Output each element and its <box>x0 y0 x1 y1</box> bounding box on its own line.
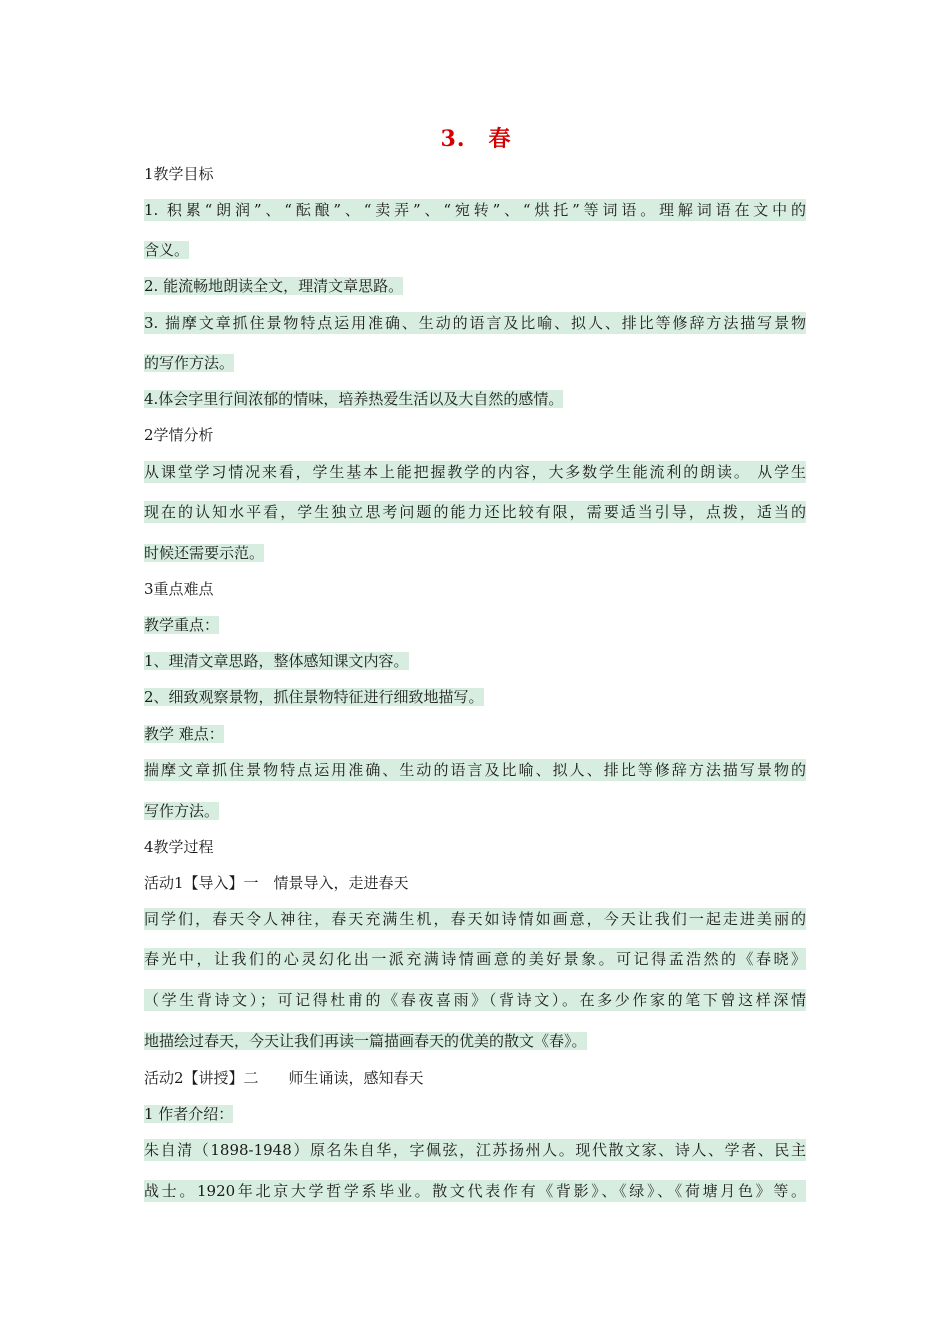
text-line-content: 朱自清（1898-1948）原名朱自华，字佩弦，江苏扬州人。现代散文家、诗人、学者、民主 <box>144 1141 806 1159</box>
text-line-content: 含义。 <box>144 241 190 259</box>
text-line-content: 活动2【讲授】二 师生诵读，感知春天 <box>144 1069 424 1087</box>
document-title: 3. 春 <box>440 126 512 152</box>
text-line <box>144 800 219 822</box>
text-line-content: 1教学目标 <box>144 165 214 183</box>
text-line-content: 活动1【导入】一 情景导入，走进春天 <box>144 874 409 892</box>
text-line <box>144 872 409 894</box>
text-line <box>144 388 563 410</box>
text-line-content: 1 作者介绍： <box>144 1105 234 1123</box>
text-line-content: 教学 难点： <box>144 725 224 743</box>
text-line-content: 3. 揣摩文章抓住景物特点运用准确、生动的语言及比喻、拟人、排比等修辞方法描写景物 <box>144 314 806 332</box>
text-line <box>144 614 219 636</box>
text-line <box>144 352 234 374</box>
text-line <box>144 759 806 781</box>
text-line <box>144 424 214 446</box>
text-line <box>144 836 214 858</box>
text-line <box>144 578 214 600</box>
text-line-content: 春光中，让我们的心灵幻化出一派充满诗情画意的美好景象。可记得孟浩然的《春晓》 <box>144 950 806 968</box>
text-line <box>144 1030 587 1052</box>
text-line <box>144 275 403 297</box>
text-line-content: 时候还需要示范。 <box>144 544 265 562</box>
text-line-content: 4.体会字里行间浓郁的情味，培养热爱生活以及大自然的感情。 <box>144 390 564 408</box>
text-line-content: 写作方法。 <box>144 802 220 820</box>
text-line-content: （学生背诗文）；可记得杜甫的《春夜喜雨》（背诗文）。在多少作家的笔下曾这样深情 <box>144 991 806 1009</box>
text-line <box>144 1067 424 1089</box>
text-line <box>144 1139 806 1161</box>
text-line <box>144 1180 806 1202</box>
text-line-content: 2学情分析 <box>144 426 214 444</box>
text-line <box>144 312 806 334</box>
text-line-content: 地描绘过春天，今天让我们再读一篇描画春天的优美的散文《春》。 <box>144 1032 587 1050</box>
text-line <box>144 461 806 483</box>
text-line-content: 2. 能流畅地朗读全文，理清文章思路。 <box>144 277 404 295</box>
text-line <box>144 199 806 221</box>
text-line <box>144 723 224 745</box>
text-line <box>144 650 409 672</box>
text-line-content: 教学重点： <box>144 616 220 634</box>
text-line <box>144 163 214 185</box>
text-line-content: 1、理清文章思路，整体感知课文内容。 <box>144 652 409 670</box>
text-line <box>144 948 806 970</box>
text-line <box>144 989 806 1011</box>
text-line-content: 现在的认知水平看，学生独立思考问题的能力还比较有限，需要适当引导，点拨，适当的 <box>144 503 806 521</box>
text-line-content: 同学们，春天令人神往，春天充满生机，春天如诗情如画意，今天让我们一起走进美丽的 <box>144 910 806 928</box>
text-line-content: 揣摩文章抓住景物特点运用准确、生动的语言及比喻、拟人、排比等修辞方法描写景物的 <box>144 761 806 779</box>
text-line <box>144 542 264 564</box>
text-line <box>144 239 189 261</box>
text-line-content: 战士。1920年北京大学哲学系毕业。散文代表作有《背影》、《绿》、《荷塘月色》等。 <box>144 1182 806 1200</box>
text-line-content: 的写作方法。 <box>144 354 235 372</box>
text-line <box>144 1103 233 1125</box>
text-line-content: 1. 积累“朗润”、“酝酿”、“卖弄”、“宛转”、“烘托”等词语。理解词语在文中的 <box>144 201 806 219</box>
text-line <box>144 501 806 523</box>
text-line-content: 2、细致观察景物，抓住景物特征进行细致地描写。 <box>144 688 484 706</box>
document-page <box>144 0 808 1344</box>
text-line <box>144 686 484 708</box>
text-line-content: 4教学过程 <box>144 838 214 856</box>
text-line-content: 从课堂学习情况来看，学生基本上能把握教学的内容，大多数学生能流利的朗读。 从学生 <box>144 463 806 481</box>
text-line-content: 3重点难点 <box>144 580 214 598</box>
text-line <box>144 908 806 930</box>
